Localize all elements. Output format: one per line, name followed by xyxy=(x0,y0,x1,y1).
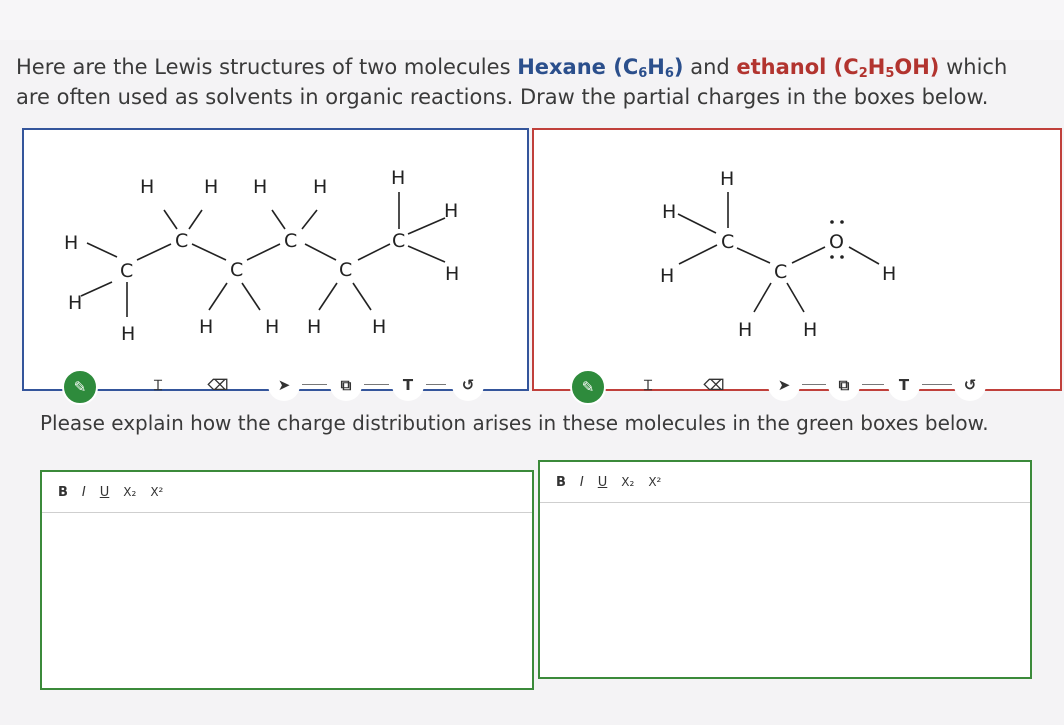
h-atom: H xyxy=(660,265,675,287)
text-tool-button[interactable] xyxy=(888,369,920,401)
c-atom: C xyxy=(120,260,134,282)
h-atom: H xyxy=(662,201,677,223)
bold-button[interactable]: B xyxy=(58,484,68,500)
prompt-and: and xyxy=(683,55,737,79)
select-tool-button[interactable] xyxy=(768,369,800,401)
text-cursor-icon: ⌶ xyxy=(153,376,163,394)
ethanol-drawing-canvas[interactable] xyxy=(532,128,1062,391)
hexane-drawing-canvas[interactable] xyxy=(22,128,529,391)
toolbar-divider xyxy=(364,384,389,385)
text-cursor-icon: ⌶ xyxy=(643,376,653,394)
underline-button[interactable]: U xyxy=(99,484,110,500)
eraser-tool-button[interactable] xyxy=(202,369,234,401)
o-atom: O xyxy=(829,231,844,253)
toolbar-divider xyxy=(802,384,826,385)
text-icon: T xyxy=(898,376,910,394)
h-atom: H xyxy=(720,168,735,190)
underline-button[interactable]: U xyxy=(597,474,608,490)
pencil-tool-button[interactable] xyxy=(570,369,606,405)
h-atom: H xyxy=(68,292,83,314)
superscript-button[interactable]: X² xyxy=(648,475,662,489)
eraser-icon: ⌫ xyxy=(703,376,725,394)
hexane-label: Hexane $(C_6H_6)$ xyxy=(517,55,684,81)
h-atom: H xyxy=(391,167,406,189)
shapes-icon: ⧉ xyxy=(340,376,352,394)
h-atom: H xyxy=(882,263,897,285)
type-cursor-tool-button[interactable] xyxy=(142,369,174,401)
c-atom: C xyxy=(774,261,788,283)
c-atom: C xyxy=(230,259,244,281)
h-atom: H xyxy=(445,263,460,285)
c-atom: C xyxy=(339,259,353,281)
type-cursor-tool-button[interactable] xyxy=(632,369,664,401)
pencil-tool-button[interactable] xyxy=(62,369,98,405)
h-atom: H xyxy=(265,316,280,338)
italic-button[interactable]: I xyxy=(579,474,584,490)
h-atom: H xyxy=(199,316,214,338)
h-atom: H xyxy=(64,232,79,254)
hexane-explanation-editor xyxy=(40,470,534,690)
c-atom: C xyxy=(284,230,298,252)
h-atom: H xyxy=(253,176,268,198)
shape-tool-button[interactable] xyxy=(828,369,860,401)
h-atom: H xyxy=(803,319,818,341)
shapes-icon: ⧉ xyxy=(838,376,850,394)
h-atom: H xyxy=(313,176,328,198)
h-atom: H xyxy=(121,323,136,345)
c-atom: C xyxy=(721,231,735,253)
top-band xyxy=(0,0,1064,40)
undo-icon: ↺ xyxy=(963,376,977,394)
ethanol-label: ethanol $(C_2H_5OH)$ xyxy=(736,55,940,81)
eraser-icon: ⌫ xyxy=(207,376,229,394)
toolbar-divider xyxy=(302,384,327,385)
text-icon: T xyxy=(402,376,414,394)
pencil-icon: ✎ xyxy=(581,378,595,396)
c-atom: C xyxy=(175,230,189,252)
superscript-button[interactable]: X² xyxy=(150,485,164,499)
explanation-prompt: Please explain how the charge distribution arises in these molecules in the green boxes below. xyxy=(40,411,989,435)
c-atom: C xyxy=(392,230,406,252)
eraser-tool-button[interactable] xyxy=(698,369,730,401)
ethanol-drawing-toolbar xyxy=(568,369,1028,403)
ethanol-lewis-structure xyxy=(534,130,1060,389)
arrow-pointer-icon: ➤ xyxy=(277,376,291,394)
bold-button[interactable]: B xyxy=(556,474,566,490)
formatting-toolbar xyxy=(540,462,1030,503)
ethanol-explanation-editor xyxy=(538,460,1032,679)
toolbar-divider xyxy=(426,384,446,385)
toolbar-divider xyxy=(922,384,952,385)
hexane-lewis-structure xyxy=(24,130,527,389)
prompt-text-start: Here are the Lewis structures of two molecules xyxy=(16,55,518,79)
undo-button[interactable] xyxy=(954,369,986,401)
subscript-button[interactable]: X₂ xyxy=(123,485,137,499)
subscript-button[interactable]: X₂ xyxy=(621,475,635,489)
question-prompt xyxy=(16,52,1046,112)
h-atom: H xyxy=(204,176,219,198)
h-atom: H xyxy=(372,316,387,338)
h-atom: H xyxy=(738,319,753,341)
hexane-drawing-toolbar xyxy=(60,369,500,403)
undo-button[interactable] xyxy=(452,369,484,401)
italic-button[interactable]: I xyxy=(81,484,86,500)
undo-icon: ↺ xyxy=(461,376,475,394)
shape-tool-button[interactable] xyxy=(330,369,362,401)
ethanol-explanation-input[interactable] xyxy=(540,503,1034,677)
h-atom: H xyxy=(444,200,459,222)
h-atom: H xyxy=(307,316,322,338)
formatting-toolbar xyxy=(42,472,532,513)
toolbar-divider xyxy=(862,384,884,385)
text-tool-button[interactable] xyxy=(392,369,424,401)
hexane-explanation-input[interactable] xyxy=(42,513,536,687)
pencil-icon: ✎ xyxy=(73,378,87,396)
h-atom: H xyxy=(140,176,155,198)
arrow-pointer-icon: ➤ xyxy=(777,376,791,394)
prompt-text-end: which are often used as solvents in organic reactions. Draw the partial charges in the boxes below. xyxy=(16,55,1008,109)
select-tool-button[interactable] xyxy=(268,369,300,401)
